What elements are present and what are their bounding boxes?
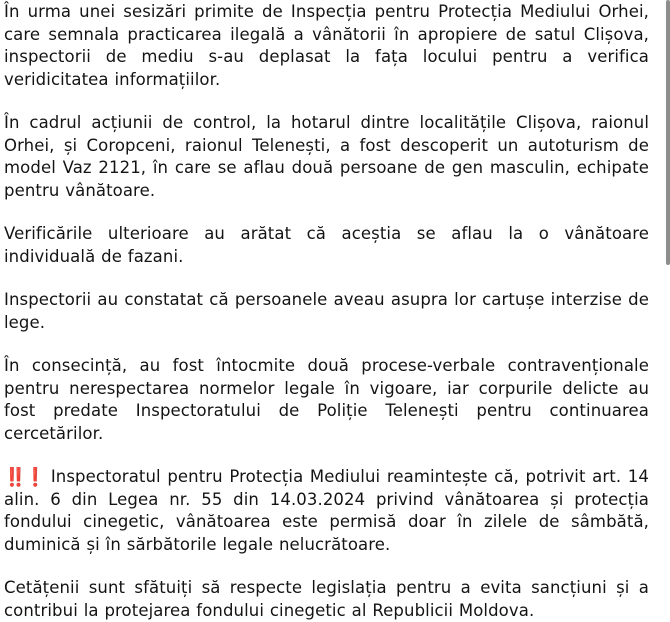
reminder-text: Inspectoratul pentru Protecția Mediului reamintește că, potrivit art. 14 alin. 6 din Legea nr. 55 din 14.03.2024 privind vânătoarea și protecția fondului cinegetic, vânătoarea este permisă doar în zilele de sâmbătă, duminică și în sărbătorile legale nelucrătoare. <box>4 467 649 554</box>
paragraph-verification: Verificările ulterioare au arătat că aceștia se aflau la o vânătoare individuală de fazani. <box>4 224 649 266</box>
paragraph-complaint: În urma unei sesizări primite de Inspecția pentru Protecția Mediului Orhei, care semnala practicarea ilegală a vânătorii în apropiere de satul Clișova, inspectorii de mediu s-au deplasat la fața locului pentru a verifica veridicitatea informațiilor. <box>4 2 649 89</box>
article-body <box>4 1 649 622</box>
paragraph-control-action: În cadrul acțiunii de control, la hotarul dintre localitățile Clișova, raionul Orhei, și Coropceni, raionul Telenești, a fost descoperit un autoturism de model Vaz 2121, în care se aflau două persoane de gen masculin, echipate pentru vânătoare. <box>4 113 649 200</box>
warning-exclamation-icon: ‼️❗ <box>4 467 45 488</box>
vertical-scrollbar[interactable] <box>666 0 670 600</box>
paragraph-cartridges: Inspectorii au constatat că persoanele aveau asupra lor cartușe interzise de lege. <box>4 290 649 332</box>
paragraph-reminder <box>4 466 649 556</box>
paragraph-advice: Cetățenii sunt sfătuiți să respecte legislația pentru a evita sancțiuni și a contribui la protejarea fondului cinegetic al Republicii Moldova. <box>4 578 649 620</box>
paragraph-consequence: În consecință, au fost întocmite două procese-verbale contravenționale pentru nerespectarea normelor legale în vigoare, iar corpurile delicte au fost predate Inspectoratului de Poliție Telenești pentru continuarea cercetărilor. <box>4 356 649 443</box>
scrollbar-thumb[interactable] <box>666 0 670 265</box>
